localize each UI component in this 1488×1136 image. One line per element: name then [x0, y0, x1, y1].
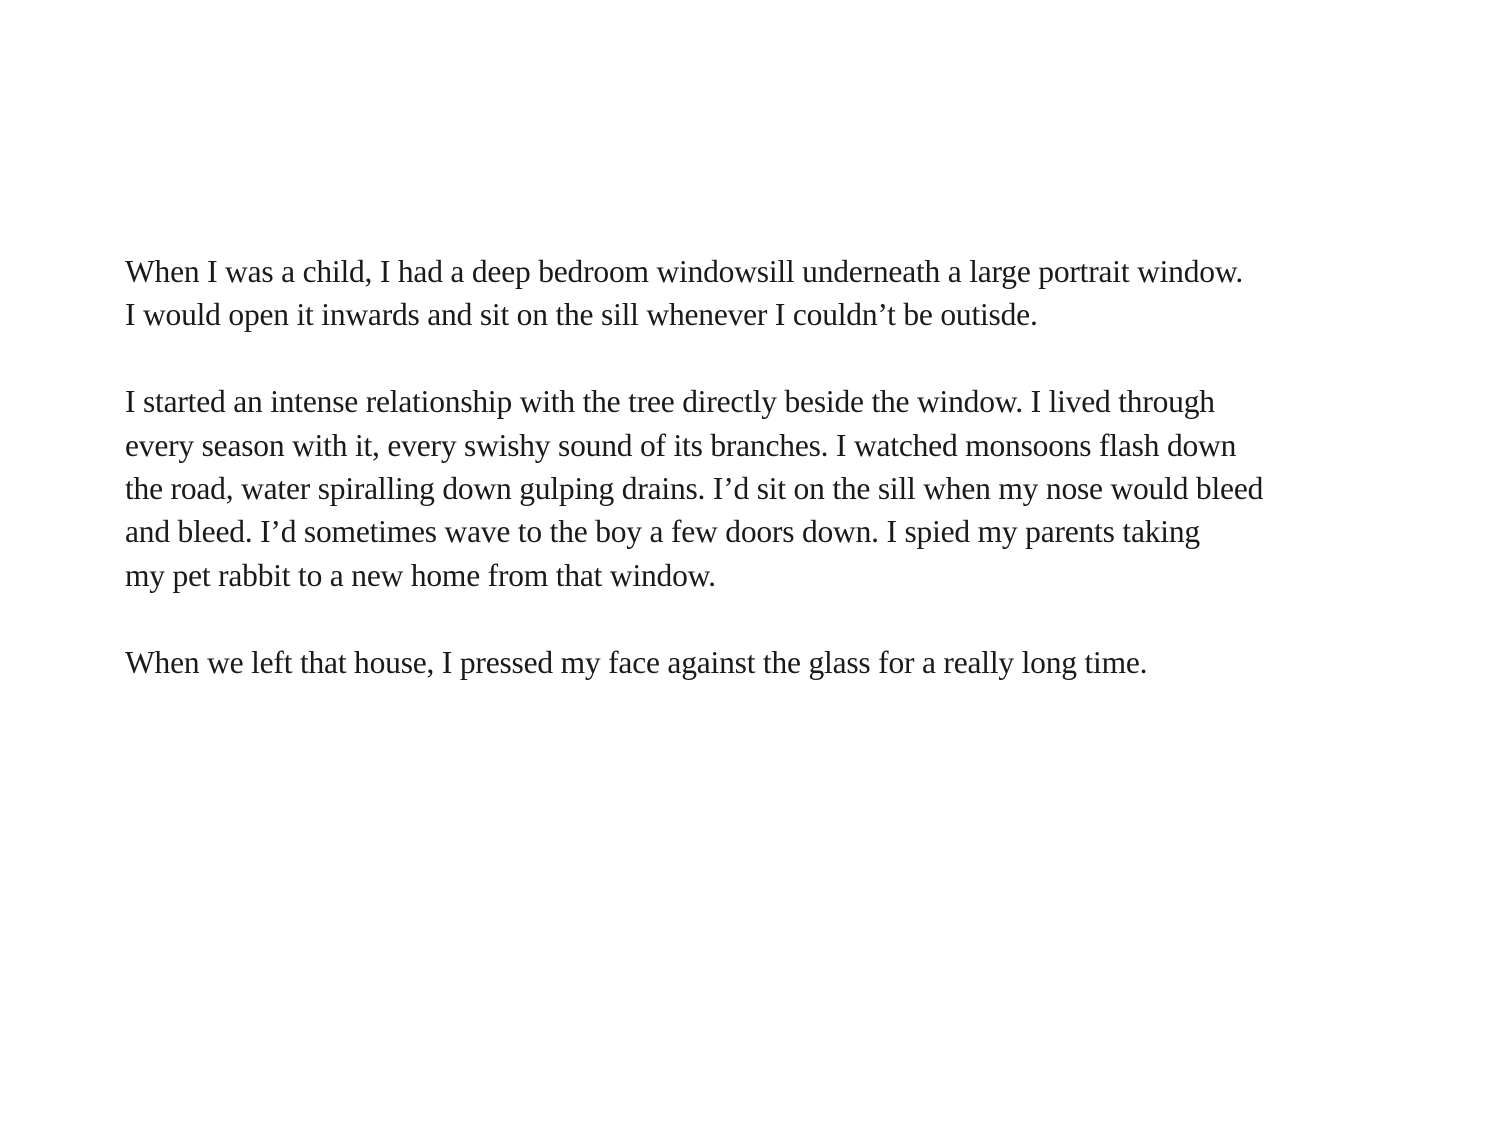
- text-line: the road, water spiralling down gulping drains. I’d sit on the sill when my nose would bleed: [125, 471, 1264, 507]
- text-line: I started an intense relationship with the tree directly beside the window. I lived through: [125, 384, 1215, 420]
- paragraph-3: [125, 641, 1385, 684]
- text-line: and bleed. I’d sometimes wave to the boy a few doors down. I spied my parents taking: [125, 514, 1200, 550]
- text-line: my pet rabbit to a new home from that window.: [125, 557, 716, 593]
- paragraph-2: [125, 380, 1385, 597]
- body-text: [125, 250, 1385, 727]
- text-line: When we left that house, I pressed my face against the glass for a really long time.: [125, 644, 1148, 680]
- text-line: every season with it, every swishy sound of its branches. I watched monsoons flash down: [125, 427, 1237, 463]
- text-line: When I was a child, I had a deep bedroom windowsill underneath a large portrait window.: [125, 254, 1243, 289]
- paragraph-1: [125, 250, 1385, 337]
- text-line: I would open it inwards and sit on the sill whenever I couldn’t be outisde.: [125, 297, 1038, 333]
